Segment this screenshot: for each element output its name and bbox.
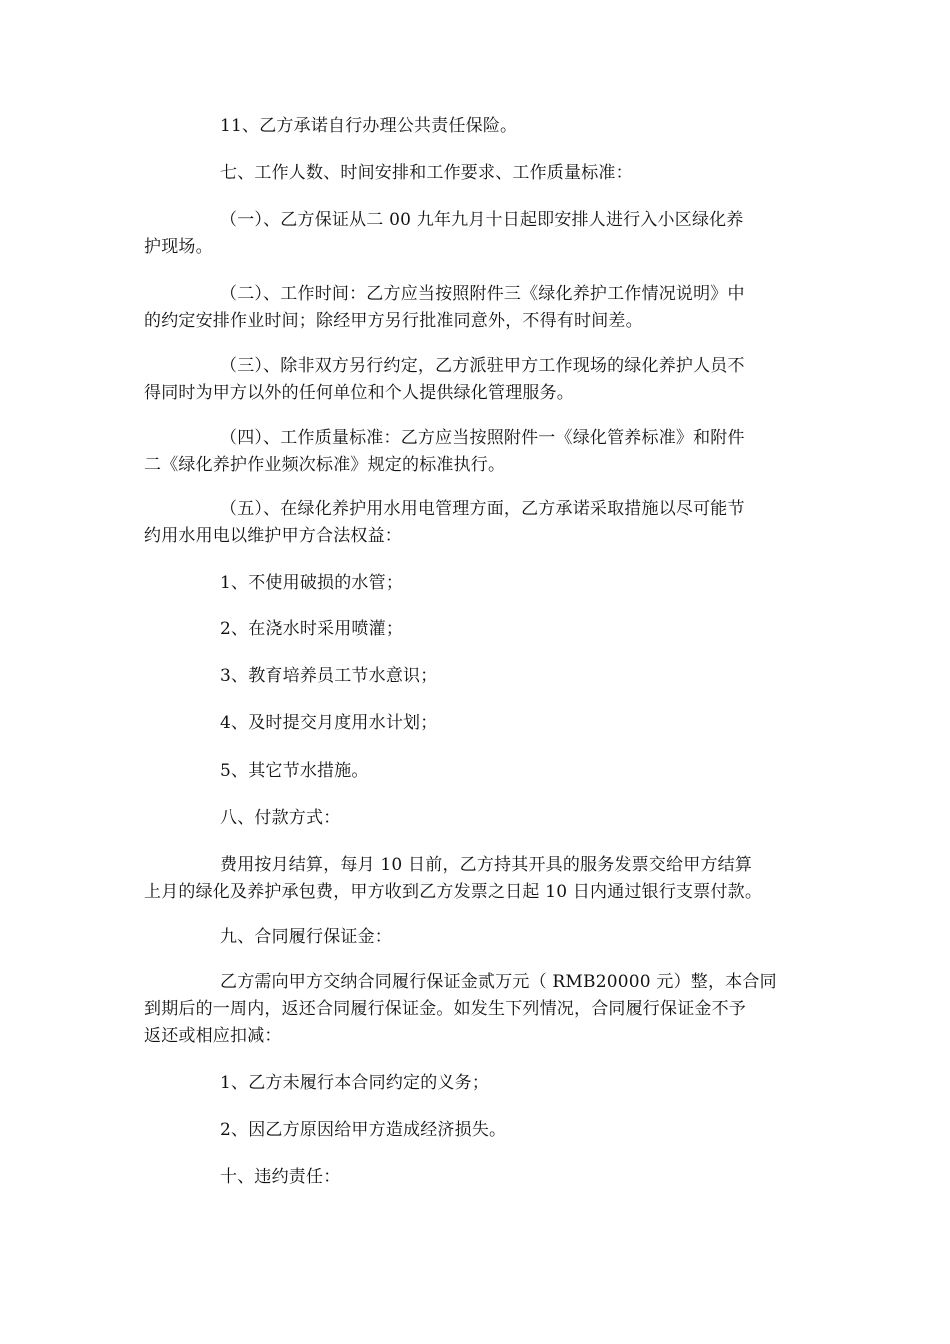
measure-4 [144, 710, 808, 737]
measure-1 [144, 570, 808, 597]
section-heading: 十、违约责任： [220, 1167, 341, 1187]
item-5-water-power [144, 496, 808, 550]
paragraph-line: 到期后的一周内，返还合同履行保证金。如发生下列情况，合同履行保证金不予 [144, 999, 746, 1019]
measure-2 [144, 616, 808, 643]
paragraph-line: 返还或相应扣减： [144, 1026, 282, 1046]
payment-terms [144, 852, 808, 906]
list-item: 2、在浇水时采用喷灌； [220, 619, 404, 639]
section-9-heading [144, 924, 808, 951]
list-item: 4、及时提交月度用水计划； [220, 713, 438, 733]
paragraph-line: （三）、除非双方另行约定，乙方派驻甲方工作现场的绿化养护人员不 [220, 356, 745, 376]
section-10-heading [144, 1164, 808, 1191]
list-item: 1、乙方未履行本合同约定的义务； [220, 1073, 490, 1093]
paragraph-line: （二）、工作时间：乙方应当按照附件三《绿化养护工作情况说明》中 [220, 284, 745, 304]
paragraph-line: （一）、乙方保证从二 00 九年九月十日起即安排人进行入小区绿化养 [220, 210, 744, 230]
section-heading: 八、付款方式： [220, 808, 341, 828]
deposit-condition-1 [144, 1070, 808, 1097]
item-2-work-time [144, 281, 808, 335]
item-1-staffing [144, 207, 808, 261]
section-7-heading [144, 160, 808, 187]
paragraph-line: （四）、工作质量标准：乙方应当按照附件一《绿化管养标准》和附件 [220, 428, 745, 448]
item-4-quality-standard [144, 425, 808, 479]
section-heading: 七、工作人数、时间安排和工作要求、工作质量标准： [220, 163, 633, 183]
item-3-exclusivity [144, 353, 808, 407]
clause-11-insurance [144, 113, 808, 140]
paragraph-line: 上月的绿化及养护承包费，甲方收到乙方发票之日起 10 日内通过银行支票付款。 [144, 882, 763, 902]
list-item: 5、其它节水措施。 [220, 761, 369, 781]
list-item: 2、因乙方原因给甲方造成经济损失。 [220, 1120, 507, 1140]
measure-5 [144, 758, 808, 785]
section-heading: 九、合同履行保证金： [220, 927, 392, 947]
paragraph-line: 费用按月结算，每月 10 日前，乙方持其开具的服务发票交给甲方结算 [220, 855, 753, 875]
paragraph-line: （五）、在绿化养护用水用电管理方面，乙方承诺采取措施以尽可能节 [220, 499, 745, 519]
paragraph-line: 约用水用电以维护甲方合法权益： [144, 526, 402, 546]
list-item: 1、不使用破损的水管； [220, 573, 404, 593]
paragraph-line: 乙方需向甲方交纳合同履行保证金贰万元（ RMB20000 元）整，本合同 [220, 972, 777, 992]
paragraph-line: 的约定安排作业时间；除经甲方另行批准同意外，不得有时间差。 [144, 311, 643, 331]
section-8-heading [144, 805, 808, 832]
deposit-condition-2 [144, 1117, 808, 1144]
paragraph-line: 二《绿化养护作业频次标准》规定的标准执行。 [144, 455, 506, 475]
paragraph-line: 得同时为甲方以外的任何单位和个人提供绿化管理服务。 [144, 383, 574, 403]
paragraph-line: 护现场。 [144, 237, 213, 257]
list-item: 3、教育培养员工节水意识； [220, 666, 438, 686]
paragraph-line: 11、乙方承诺自行办理公共责任保险。 [220, 116, 518, 136]
measure-3 [144, 663, 808, 690]
deposit-terms [144, 969, 808, 1050]
